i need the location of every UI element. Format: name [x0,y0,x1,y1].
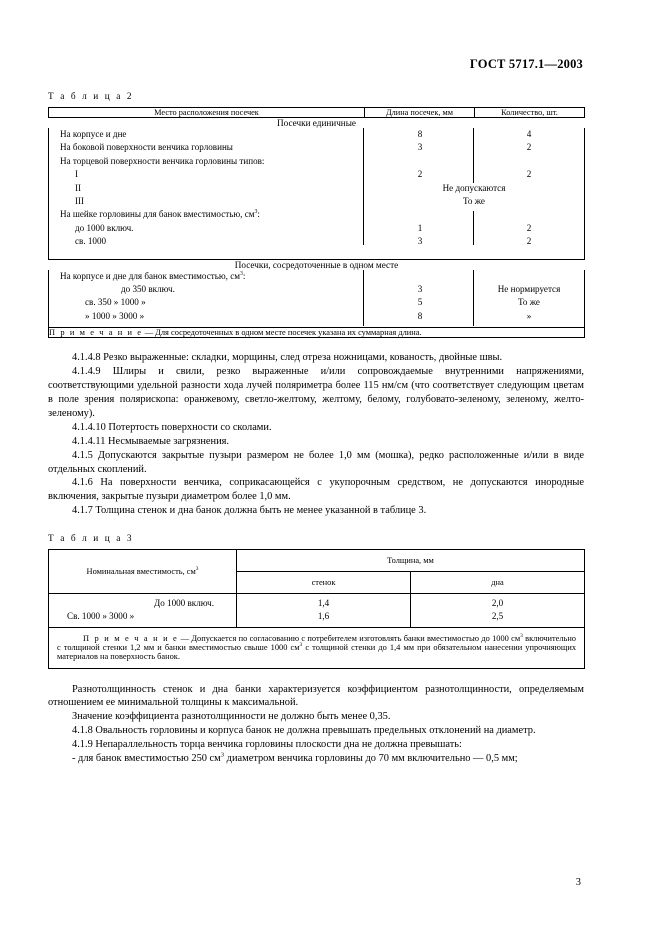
table3-caption: Т а б л и ц а 3 [48,534,134,545]
table2-section2-title: Посечки, сосредоточенные в одном месте [49,259,585,270]
spacer-before-table3 [48,518,584,534]
table2-note [49,328,585,338]
table2-cell-length: 3 [417,284,423,295]
table2-cell-place: до 350 включ. [121,284,175,295]
paragraph-4-1-4-8: 4.1.4.8 Резко выраженные: складки, морщины, след отреза ножницами, кованость, двойные швы. [72,352,503,364]
table2-cell-quantity: Не нормируется [497,284,561,295]
table3-note-row [49,627,585,668]
table-row [49,182,584,195]
table3-bottom-cell [411,594,585,627]
table2-note-row [49,328,585,338]
paragraph-4-1-4-10: 4.1.4.10 Потертость поверхности со сколами. [72,421,272,433]
paragraph-4-1-4-9: 4.1.4.9 Шлиры и свили, резко выраженные и/или сопровождаемые внутренними напряжениями, соответствующими удельной разности хода лучей поляриметра более 115 нм/см (что соответствует следующим цветам в поле зрения полярископа: оранжевому, светло-желтому, желтому, белому, голубовато-зеленому, зеленому, желто-зеленому). [48,366,584,419]
table-row [49,310,584,323]
page-number: 3 [575,877,581,888]
table3-col-walls: стенок [237,572,411,594]
superscript-3: 3 [220,751,225,759]
superscript-3: 3 [520,632,523,639]
table2-section1-body [49,128,585,259]
table2-divider-b1 [473,128,474,169]
superscript-3: 3 [195,566,199,573]
table2-cell-quantity: 2 [526,142,532,153]
table2-cell-place: На боковой поверхности венчика горловины [60,142,233,153]
table-row [49,235,584,248]
table2-divider-b2 [473,169,474,183]
spacer-after-table3 [48,669,584,683]
table2-cell-place [49,270,365,283]
table2-cell-span: Не допускаются [442,182,506,193]
table3-col-bottom: дна [411,572,585,594]
table2-cell-place [49,208,365,221]
table2-cell-quantity: 2 [526,222,532,233]
table2-cell-place-text: На шейке горловины для банок вместимостью, $см^3$: [60,209,260,220]
superscript-3: 3 [239,270,243,277]
paragraph-4-1-8: 4.1.8 Овальность горловины и корпуса банок не должна превышать предельных отклонений на диаметр. [72,725,536,737]
table2-cell-place: I [75,169,79,180]
paragraph-4-1-5: 4.1.5 Допускаются закрытые пузыри размером не более 1,0 мм (мошка), редко расположенные и/или в виде отдельных скоплений. [48,449,584,475]
superscript-3: 3 [254,209,258,216]
table2-divider-a4 [363,270,364,326]
table2-note-text: — Для сосредоточенных в одном месте посечек указана их суммарная длина. [142,328,422,338]
table2-col-place: Место расположения посечек [49,108,365,118]
paragraph-4-1-9: 4.1.9 Непараллельность торца венчика горловины плоскости дна не должна превышать: [72,739,462,751]
paragraph-znach: Значение коэффициента разнотолщинности не должно быть менее 0,35. [72,711,391,723]
paragraph-4-1-4-11: 4.1.4.11 Несмываемые загрязнения. [72,435,230,447]
paragraph-razno: Разнотолщинность стенок и дна банки характеризуется коэффициентом разнотолщинности, определяемым отношением ее минимальной толщины к максимальной. [48,683,584,709]
table-row [49,128,584,141]
table2-section1-title: Посечки единичные [277,118,356,128]
table3-data-rows [49,594,585,627]
table2-cell-length: 1 [417,222,423,233]
table2-cell-length: 8 [417,129,423,139]
table2-caption: Т а б л и ц а 2 [48,92,134,102]
table3-note-text: — Допускается по согласованию с потребителем изготовлять банки вместимостью до 1000 $см^3$ включительно с толщиной стенки 1,2 мм и банки вместимостью свыше 1000 $см^3$ с толщиной стенки до 1,4 мм при обязательном нанесении упрочняющих материалов на поверхность банок. [57,632,577,661]
table3-walls-value: 1,4 [317,598,330,609]
table2-cell-place: На торцевой поверхности венчика горловины типов: [60,155,265,166]
paragraph-dash-1: - для банок вместимостью 250 $см^3$ диаметром венчика горловины до 70 мм включительно — 0,5 мм; [72,751,518,765]
table3-capacity-cell [49,594,237,627]
table2-cell-place: св. 350 » 1000 » [85,297,146,308]
table2-cell-quantity: » [526,310,532,321]
table-row [49,270,584,283]
table2-header-row [49,108,585,118]
table-row [49,296,584,309]
table3-note [49,627,585,668]
table2-cell-quantity: 4 [526,129,532,139]
table2-note-label: П р и м е ч а н и е [49,328,143,338]
table2-cell-place: » 1000 » 3000 » [85,310,145,321]
table2-cell-quantity: 2 [526,169,532,180]
table2-col-quantity: Количество, шт. [475,108,585,118]
paragraph-4-1-6: 4.1.6 На поверхности венчика, соприкасающейся с укупорочным средством, не допускаются инородные включения, закрытые пузыри диаметром более 1,0 мм. [48,477,584,503]
table3-capacity-value: До 1000 включ. [154,598,215,609]
table3-bottom-value: 2,5 [491,611,504,622]
table2-cell-length: 8 [417,310,423,321]
spacer-after-table2 [48,338,584,351]
table2-divider-a3 [363,211,364,245]
table2-cell-span: То же [463,196,485,207]
page-content [48,92,584,766]
table-row [49,141,584,154]
table2-cell-length: 2 [417,169,423,180]
table2-section2-body [49,270,585,328]
table2-col-length: Длина посечек, мм [365,108,475,118]
table2-cell-length: 3 [417,236,423,247]
table2-cell-quantity: 2 [526,236,532,247]
table3-walls-cell [237,594,411,627]
table-row [49,168,584,181]
table2-cell-length: 5 [417,297,423,308]
table-row [49,283,584,296]
table2-cell-length: 3 [417,142,423,153]
table2-section1-body-row [49,128,585,259]
paragraph-4-1-7: 4.1.7 Толщина стенок и дна банок должна быть не менее указанной в таблице 3. [72,505,427,517]
table-row [49,222,584,235]
table2-section2-grid [49,270,584,324]
table-row [49,195,584,208]
table-row [49,155,584,168]
table3-note-label: П р и м е ч а н и е [83,633,179,643]
table-2 [48,107,585,338]
table2-cell-quantity: То же [518,297,540,308]
table3-col-thickness: Толщина, мм [237,550,585,572]
superscript-3: 3 [299,641,303,648]
table-3 [48,549,585,668]
table2-cell-place: до 1000 включ. [75,222,134,233]
table-row [49,208,584,221]
table3-bottom-value: 2,0 [491,598,504,609]
table2-section1-grid [49,128,584,249]
table3-col-capacity [49,550,237,594]
table2-divider-a1 [363,128,364,169]
table3-header-row-1 [49,550,585,572]
table3-capacity-value: Св. 1000 » 3000 » [67,611,135,622]
table2-cell-place: На корпусе и дне [60,129,127,139]
table3-col-capacity-text: Номинальная вместимость, см [86,567,196,577]
table3-walls-value: 1,6 [317,611,330,622]
table2-cell-place: св. 1000 [75,236,107,247]
table2-section2-body-row [49,270,585,328]
table2-divider-b4 [473,270,474,326]
table2-divider-b3 [473,211,474,245]
table2-cell-place: III [75,196,85,207]
table2-section1-title-row [49,118,585,129]
table2-divider-a2 [363,169,364,211]
standard-code-header: ГОСТ 5717.1—2003 [469,57,583,71]
table2-cell-place: II [75,182,82,193]
table2-section2-title-row [49,259,585,270]
table2-cell-place-text: На корпусе и дне для банок вместимостью, $см^3$: [60,270,246,281]
